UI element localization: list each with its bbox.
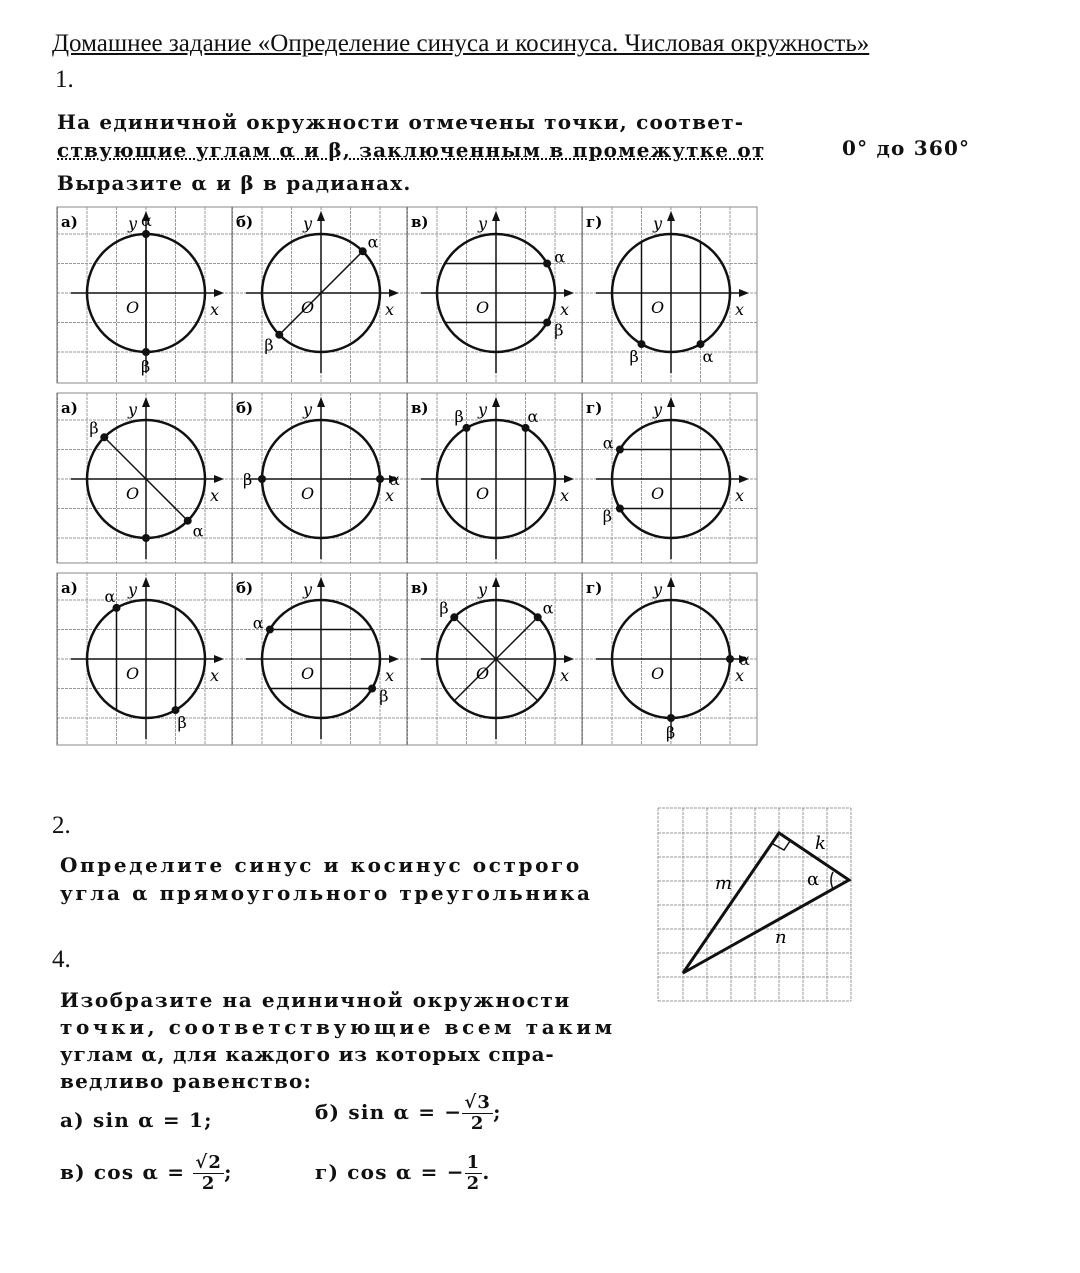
beta-label: β — [243, 470, 253, 489]
panel-label: в) — [411, 579, 429, 597]
side-n-label: n — [775, 927, 787, 948]
panel-label: г) — [586, 399, 603, 417]
task-2-number: 2. — [52, 812, 71, 839]
task-4-text-line: точки, соответствующие всем таким — [60, 1015, 616, 1039]
y-axis-label: y — [128, 400, 138, 419]
panel-label: г) — [586, 213, 603, 231]
x-axis-label: x — [560, 486, 570, 505]
punct: ; — [224, 1160, 233, 1184]
y-axis-arrow-icon — [667, 211, 675, 221]
y-axis-arrow-icon — [667, 397, 675, 407]
x-axis-arrow-icon — [214, 655, 224, 663]
beta-label: β — [666, 723, 676, 742]
punct: ; — [493, 1100, 502, 1124]
alpha-label: α — [389, 470, 400, 489]
alpha-label: α — [702, 347, 714, 367]
x-axis-arrow-icon — [389, 655, 399, 663]
y-axis-arrow-icon — [317, 577, 325, 587]
beta-label: β — [629, 347, 639, 367]
y-axis-arrow-icon — [317, 397, 325, 407]
alpha-point — [376, 475, 384, 483]
task-4-text-line: углам α, для каждого из которых спра- — [60, 1042, 555, 1066]
x-axis-label: x — [210, 486, 220, 505]
task-4-text-line: Изобразите на единичной окружности — [60, 988, 571, 1012]
beta-label: β — [439, 598, 449, 618]
alpha-point — [359, 247, 367, 255]
x-axis-label: x — [560, 666, 570, 685]
alpha-point — [534, 613, 542, 621]
y-axis-label: y — [303, 214, 313, 233]
x-axis-label: x — [735, 486, 745, 505]
x-axis-arrow-icon — [564, 655, 574, 663]
panel-label: б) — [236, 399, 254, 417]
side-m-label: m — [715, 873, 733, 894]
fraction — [193, 1153, 224, 1194]
alpha-label: α — [527, 406, 539, 426]
x-axis-label: x — [210, 300, 220, 319]
y-axis-label: y — [653, 580, 663, 599]
alpha-label: α — [542, 598, 554, 618]
origin-label: O — [301, 664, 315, 683]
task-4-number: 4. — [52, 946, 71, 973]
y-axis-arrow-icon — [317, 211, 325, 221]
origin-label: O — [476, 298, 490, 317]
y-axis-arrow-icon — [492, 577, 500, 587]
beta-point — [616, 505, 624, 513]
angle-alpha-label: α — [807, 869, 820, 890]
equation-d-text: г) cos α = − — [315, 1160, 465, 1184]
origin-label: O — [126, 664, 140, 683]
beta-label: β — [379, 686, 389, 706]
alpha-label: α — [554, 247, 566, 267]
side-k-label: k — [815, 833, 826, 854]
beta-point — [368, 685, 376, 693]
x-axis-arrow-icon — [214, 475, 224, 483]
x-axis-arrow-icon — [739, 475, 749, 483]
numerator: 1 — [466, 1152, 481, 1173]
alpha-point — [726, 655, 734, 663]
equation-c — [60, 1153, 233, 1194]
origin-label: O — [651, 664, 665, 683]
x-axis-arrow-icon — [564, 475, 574, 483]
x-axis-label: x — [210, 666, 220, 685]
y-axis-label: y — [478, 214, 488, 233]
task-4-text-line: ведливо равенство: — [60, 1069, 313, 1093]
page-title: Домашнее задание «Определение синуса и косинуса. Числовая окружность» — [52, 30, 870, 57]
y-axis-label: y — [128, 580, 138, 599]
task-2-text-line: Определите синус и косинус острого — [60, 853, 582, 877]
alpha-point — [142, 230, 150, 238]
triangle-figure — [655, 805, 855, 1005]
origin-label: O — [126, 298, 140, 317]
task-1-text-line: На единичной окружности отмечены точки, соответ- — [57, 110, 745, 134]
task-1-range: 0° до 360° — [842, 136, 971, 160]
task-1-text-line: ствующие углам α и β, заключенным в промежутке от — [57, 138, 766, 162]
origin-label: O — [126, 484, 140, 503]
panel-label: а) — [61, 213, 78, 231]
right-angle-mark — [773, 841, 790, 850]
origin-label: O — [651, 298, 665, 317]
task-2-text-line: угла α прямоугольного треугольника — [60, 881, 593, 905]
y-axis-label: y — [653, 214, 663, 233]
alpha-label: α — [602, 433, 614, 453]
y-axis-label: y — [478, 580, 488, 599]
right-triangle — [683, 833, 849, 973]
panel-label: а) — [61, 579, 78, 597]
origin-label: O — [301, 484, 315, 503]
equation-c-text: в) cos α = — [60, 1160, 186, 1184]
task-1-text-line: Выразите α и β в радианах. — [57, 171, 412, 195]
x-axis-label: x — [735, 300, 745, 319]
alpha-label: α — [739, 650, 750, 669]
beta-label: β — [177, 713, 187, 733]
y-axis-arrow-icon — [667, 577, 675, 587]
alpha-point — [266, 626, 274, 634]
x-axis-label: x — [735, 666, 745, 685]
x-axis-label: x — [385, 486, 395, 505]
x-axis-label: x — [560, 300, 570, 319]
beta-point — [142, 348, 150, 356]
beta-point — [450, 613, 458, 621]
origin-label: O — [651, 484, 665, 503]
beta-label: β — [602, 506, 613, 526]
beta-point — [667, 714, 675, 722]
beta-label: β — [89, 418, 99, 438]
origin-label: O — [476, 664, 490, 683]
equation-a: а) sin α = 1; — [60, 1108, 213, 1132]
x-axis-label: x — [385, 666, 395, 685]
denominator: 2 — [470, 1113, 485, 1134]
y-axis-arrow-icon — [142, 577, 150, 587]
alpha-point — [543, 260, 551, 268]
panel-label: б) — [236, 579, 254, 597]
beta-point — [275, 331, 283, 339]
beta-point — [543, 319, 551, 327]
panel-label: в) — [411, 213, 429, 231]
x-axis-arrow-icon — [389, 289, 399, 297]
alpha-point — [616, 446, 624, 454]
fraction — [462, 1093, 493, 1134]
panel-label: в) — [411, 399, 429, 417]
alpha-label: α — [192, 521, 204, 541]
alpha-label: α — [367, 232, 379, 252]
beta-label: β — [454, 406, 464, 426]
origin-label: O — [301, 298, 315, 317]
equation-b-text: б) sin α = − — [315, 1100, 463, 1124]
beta-point — [258, 475, 266, 483]
y-axis-arrow-icon — [492, 211, 500, 221]
numerator: √3 — [464, 1092, 492, 1113]
fraction — [465, 1153, 483, 1194]
panel-label: г) — [586, 579, 603, 597]
y-axis-label: y — [653, 400, 663, 419]
y-axis-label: y — [128, 214, 138, 233]
y-axis-arrow-icon — [142, 397, 150, 407]
x-axis-label: x — [385, 300, 395, 319]
y-axis-label: y — [478, 400, 488, 419]
beta-point — [100, 433, 108, 441]
alpha-point — [184, 517, 192, 525]
numerator: √2 — [195, 1152, 223, 1173]
task-1-number: 1. — [55, 66, 74, 93]
beta-label: β — [141, 357, 151, 376]
y-axis-label: y — [303, 400, 313, 419]
y-axis-label: y — [303, 580, 313, 599]
alpha-label: α — [141, 211, 152, 230]
x-axis-arrow-icon — [564, 289, 574, 297]
denominator: 2 — [201, 1173, 216, 1194]
y-axis-arrow-icon — [492, 397, 500, 407]
panel-label: а) — [61, 399, 78, 417]
origin-label: O — [476, 484, 490, 503]
x-axis-arrow-icon — [739, 289, 749, 297]
alpha-label: α — [104, 586, 116, 606]
alpha-label: α — [252, 613, 264, 633]
beta-label: β — [554, 320, 564, 340]
panel-label: б) — [236, 213, 254, 231]
x-axis-arrow-icon — [214, 289, 224, 297]
equation-d — [315, 1153, 491, 1194]
denominator: 2 — [466, 1173, 481, 1194]
punct: . — [482, 1160, 491, 1184]
point — [142, 534, 150, 542]
beta-label: β — [264, 335, 274, 355]
equation-b — [315, 1093, 502, 1134]
